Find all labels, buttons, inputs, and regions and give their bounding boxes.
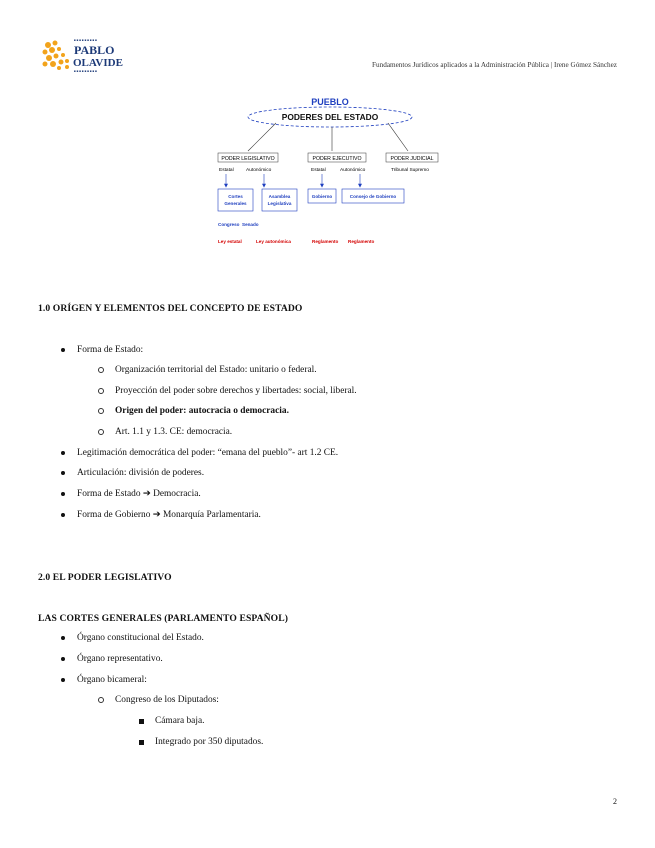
list-item: Proyección del poder sobre derechos y libertades: social, liberal. — [115, 385, 357, 397]
list-item: Integrado por 350 diputados. — [155, 736, 263, 748]
sub-eje-estatal: Estatal — [311, 168, 326, 173]
bullet-icon — [98, 408, 104, 414]
sub-jud-tribunal: Tribunal Supremo — [391, 168, 429, 173]
norm-ley-autonomica: Ley autonómica — [256, 239, 291, 244]
section-2-subtitle: LAS CORTES GENERALES (PARLAMENTO ESPAÑOL) — [38, 613, 289, 624]
bullet-icon — [98, 388, 104, 394]
svg-text:Legislativa: Legislativa — [267, 201, 292, 206]
bullet-icon — [61, 678, 65, 682]
sub-eje-autonomico: Autonómico — [340, 168, 366, 173]
bullet-icon — [139, 719, 144, 724]
branch-legislativo: PODER LEGISLATIVO — [221, 156, 275, 162]
list-item: Organización territorial del Estado: unitario o federal. — [115, 364, 317, 376]
chamber-senado: Senado — [242, 222, 259, 227]
bullet-icon — [61, 492, 65, 496]
list-item: Legitimación democrática del poder: “emana del pueblo”- art 1.2 CE. — [77, 447, 338, 459]
list-item: Órgano bicameral: — [77, 674, 147, 686]
branch-judicial: PODER JUDICIAL — [390, 156, 434, 162]
bullet-icon — [61, 451, 65, 455]
diagram-top-label: PUEBLO — [311, 97, 349, 107]
box-cortes: Cortes — [228, 194, 243, 199]
box-consejo: Consejo de Gobierno — [349, 194, 397, 199]
section-1-title: 1.0 ORÍGEN Y ELEMENTOS DEL CONCEPTO DE ESTADO — [38, 303, 303, 314]
bullet-icon — [61, 657, 65, 661]
svg-text:■ ■ ■ ■ ■ ■ ■ ■ ■: ■ ■ ■ ■ ■ ■ ■ ■ ■ — [74, 38, 97, 42]
bullet-icon — [98, 367, 104, 373]
list-item: Congreso de los Diputados: — [115, 694, 219, 706]
bullet-icon — [139, 740, 144, 745]
bullet-icon — [61, 513, 65, 517]
norm-ley-estatal: Ley estatal — [218, 239, 242, 244]
list-item: Articulación: división de poderes. — [77, 467, 204, 479]
list-item: Art. 1.1 y 1.3. CE: democracia. — [115, 426, 232, 438]
bullet-icon — [98, 429, 104, 435]
box-gobierno: Gobierno — [311, 194, 333, 199]
running-header: Fundamentos Jurídicos aplicados a la Administración Pública | Irene Gómez Sánchez — [372, 61, 617, 69]
bullet-icon — [61, 636, 65, 640]
bullet-icon — [61, 348, 65, 352]
sub-leg-estatal: Estatal — [219, 168, 234, 173]
list-item: Cámara baja. — [155, 715, 204, 727]
diagram-root-label: PODERES DEL ESTADO — [281, 112, 379, 122]
list-item: Forma de Gobierno ➔ Monarquía Parlamentaria. — [77, 509, 261, 521]
list-item: Forma de Estado ➔ Democracia. — [77, 488, 201, 500]
list-item: Origen del poder: autocracia o democracia. — [115, 405, 289, 417]
branch-ejecutivo: PODER EJECUTIVO — [312, 156, 362, 162]
logo-text-bottom: OLAVIDE — [73, 57, 123, 69]
norm-reglamento-1: Reglamento — [312, 239, 339, 244]
page-number: 2 — [613, 797, 617, 806]
list-item: Órgano constitucional del Estado. — [77, 632, 204, 644]
bullet-icon — [98, 697, 104, 703]
logo-text-top: PABLO — [74, 43, 115, 57]
list-item: Órgano representativo. — [77, 653, 163, 665]
bullet-icon — [61, 471, 65, 475]
list-item: Forma de Estado: — [77, 344, 143, 356]
sub-leg-autonomico: Autonómico — [246, 168, 272, 173]
svg-text:Generales: Generales — [224, 201, 247, 206]
university-logo — [40, 37, 126, 73]
section-2-title: 2.0 EL PODER LEGISLATIVO — [38, 572, 172, 583]
box-asamblea: Asamblea — [268, 194, 291, 199]
powers-diagram — [212, 95, 452, 255]
chamber-congreso: Congreso — [218, 222, 240, 227]
norm-reglamento-2: Reglamento — [348, 239, 375, 244]
svg-text:■ ■ ■ ■ ■ ■ ■ ■ ■: ■ ■ ■ ■ ■ ■ ■ ■ ■ — [74, 69, 97, 73]
